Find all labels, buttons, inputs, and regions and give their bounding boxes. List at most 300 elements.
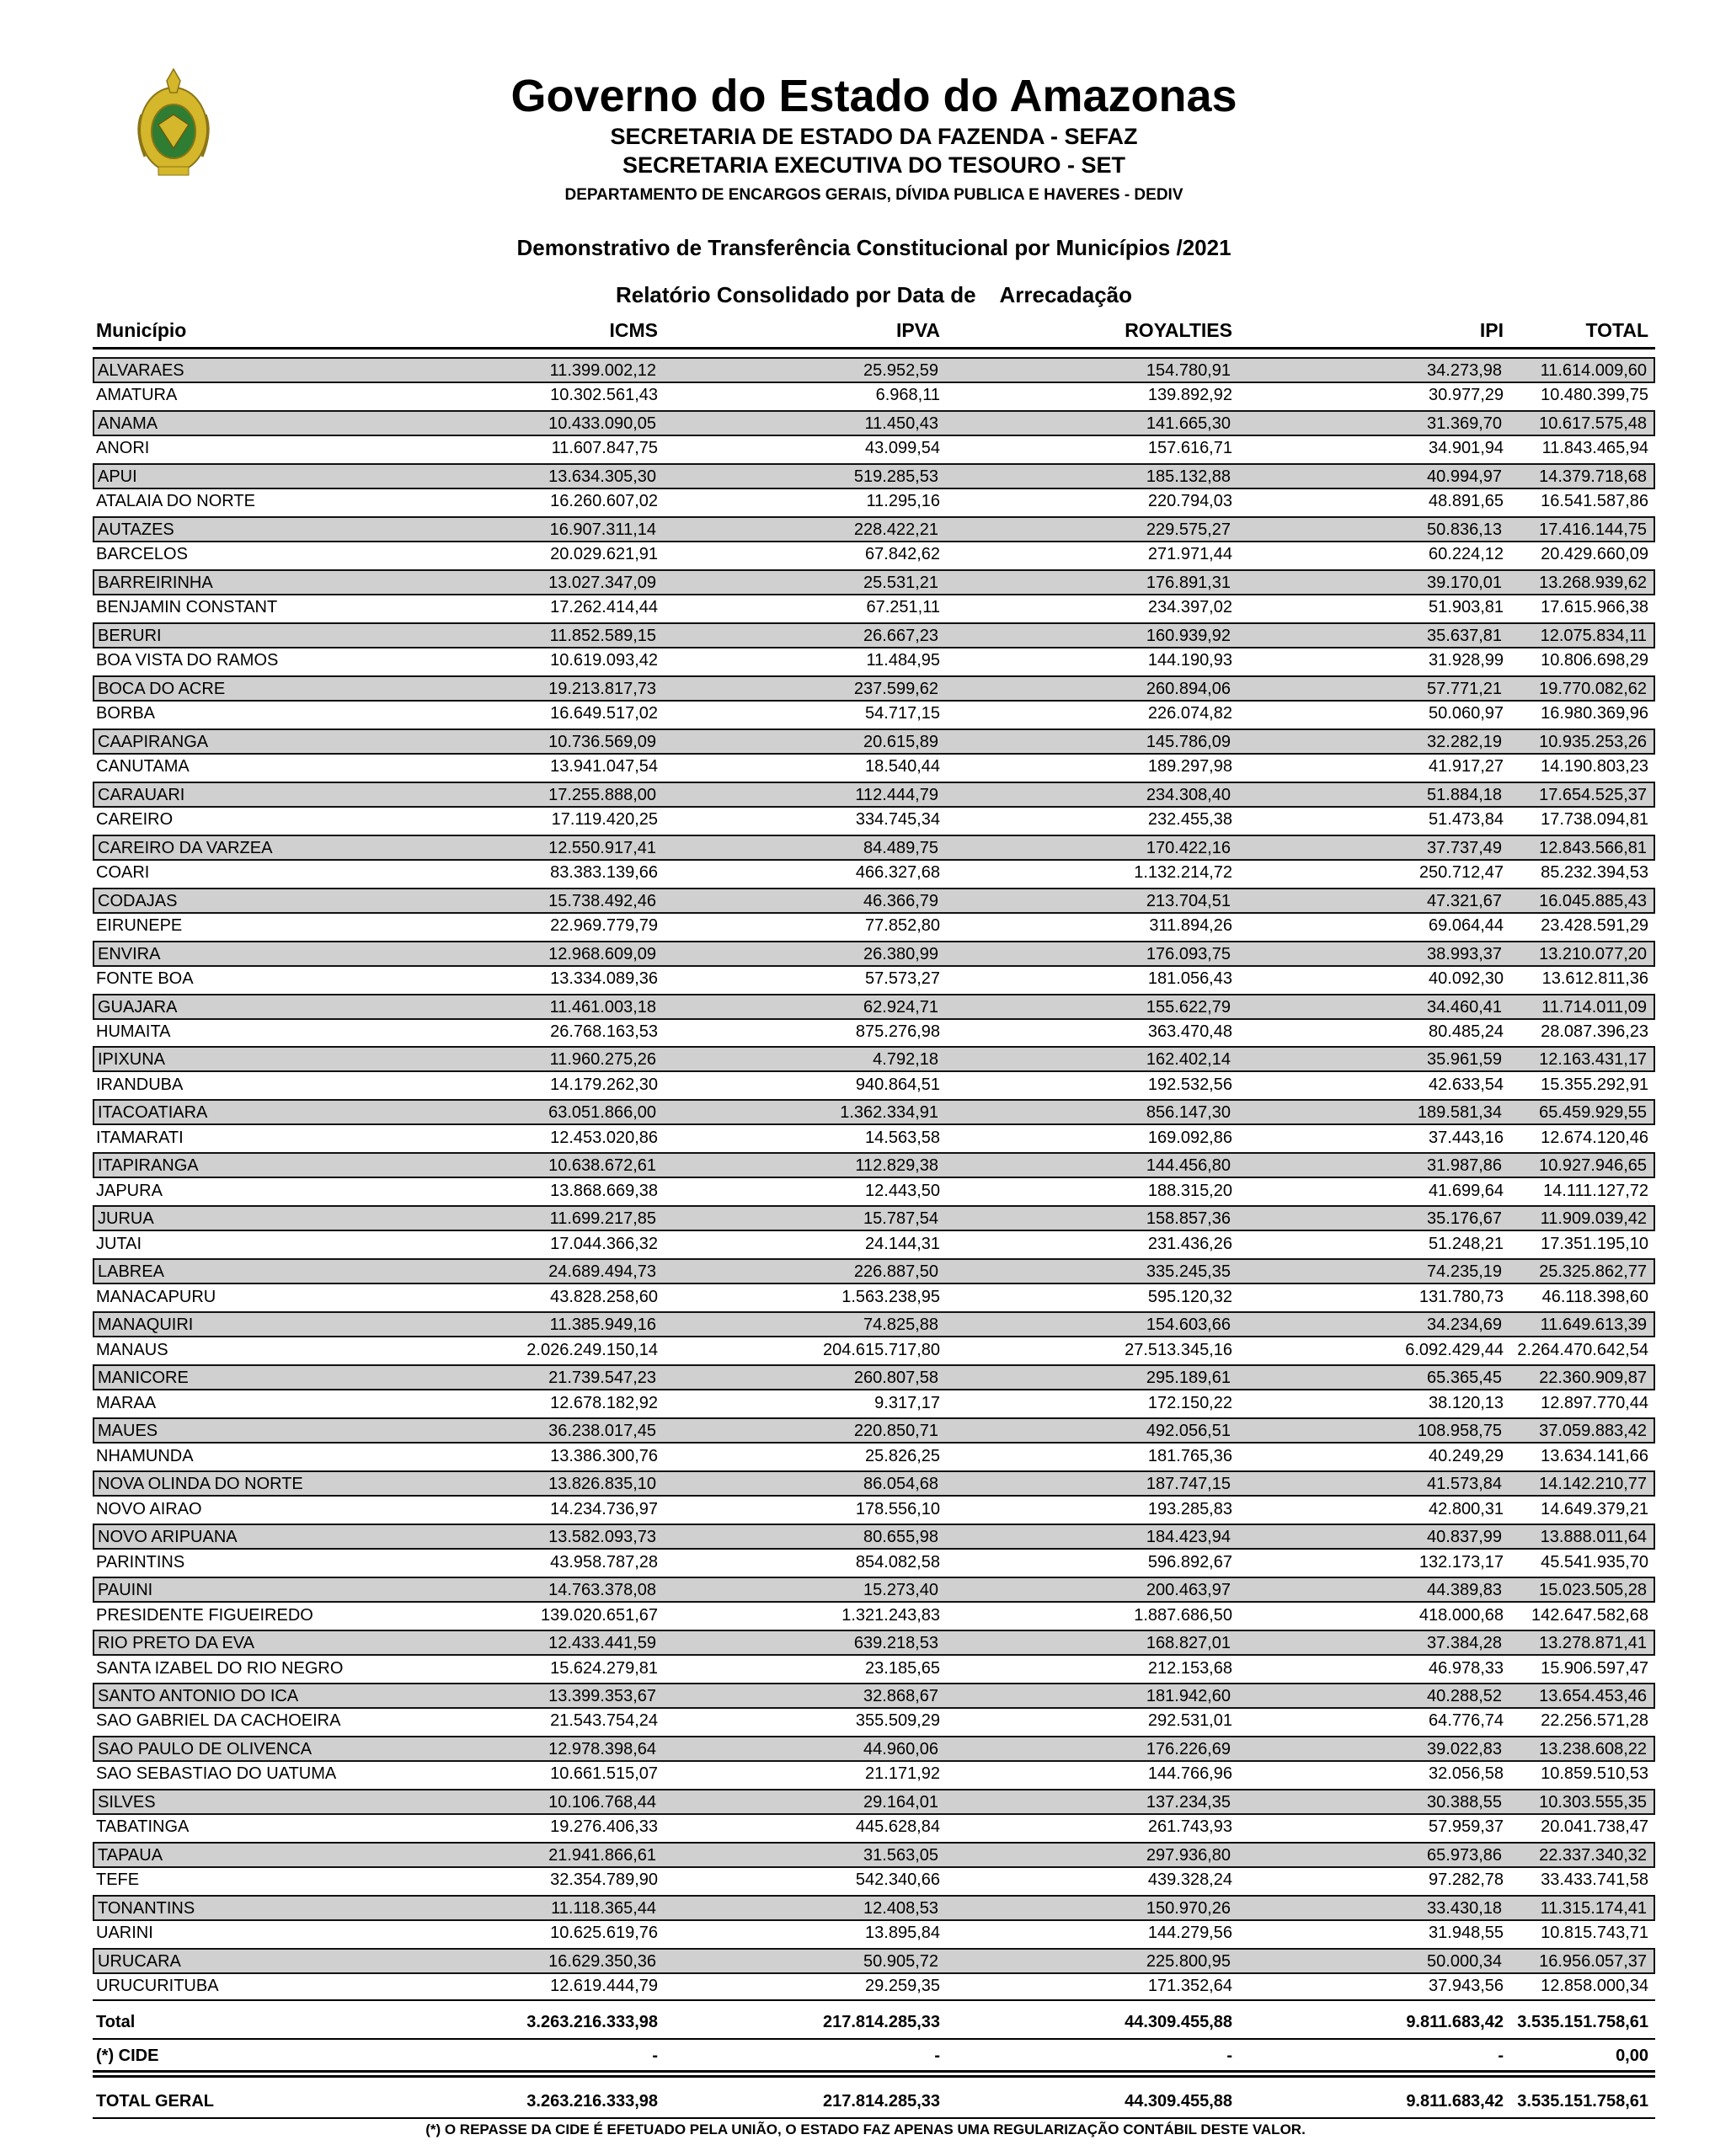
cell-ipva: 25.531,21 xyxy=(863,574,938,592)
cell-ipva: 1.563.238,95 xyxy=(841,1288,940,1306)
table-row xyxy=(93,410,1655,436)
cell-royalties: 225.800,95 xyxy=(1146,1952,1231,1971)
cell-icms: 13.941.047,54 xyxy=(550,757,658,776)
cell-icms: 13.582.093,73 xyxy=(548,1528,656,1546)
cide-label: (*) CIDE xyxy=(96,2047,159,2065)
cell-ipva: 26.380,99 xyxy=(863,945,938,963)
cell-ipva: 32.868,67 xyxy=(863,1687,938,1705)
cell-ipva: 112.444,79 xyxy=(855,786,938,804)
cell-ipi: 40.092,30 xyxy=(1429,969,1504,988)
table-row xyxy=(93,808,1655,834)
cell-municipio: HUMAITA xyxy=(96,1022,171,1041)
table-row xyxy=(93,648,1655,675)
table-row xyxy=(93,1152,1655,1178)
total-divider xyxy=(93,1999,1655,2001)
cell-ipva: 226.887,50 xyxy=(853,1262,938,1281)
cell-icms: 13.399.353,67 xyxy=(548,1687,656,1705)
cell-ipi: 132.173,17 xyxy=(1418,1553,1504,1572)
cell-ipi: 34.234,69 xyxy=(1427,1315,1502,1334)
cell-municipio: MANAUS xyxy=(96,1341,168,1359)
cell-royalties: 261.743,93 xyxy=(1147,1817,1232,1836)
cell-icms: 11.699.217,85 xyxy=(549,1209,656,1228)
cell-total: 65.459.929,55 xyxy=(1539,1103,1647,1122)
table-row xyxy=(93,994,1655,1020)
cell-ipva: 112.829,38 xyxy=(855,1156,938,1175)
cell-royalties: 172.150,22 xyxy=(1147,1394,1232,1412)
cell-icms: 13.386.300,76 xyxy=(550,1447,658,1465)
cell-royalties: 188.315,20 xyxy=(1147,1182,1232,1200)
cell-royalties: 226.074,82 xyxy=(1147,704,1232,723)
cell-icms: 16.629.350,36 xyxy=(548,1952,656,1971)
cell-municipio: JUTAI xyxy=(96,1235,142,1253)
cell-municipio: MAUES xyxy=(98,1422,158,1440)
cell-ipva: 355.509,29 xyxy=(855,1711,940,1730)
cell-royalties: 137.234,35 xyxy=(1146,1793,1231,1812)
cell-royalties: 220.794,03 xyxy=(1147,492,1232,510)
cell-ipi: 31.987,86 xyxy=(1427,1156,1502,1175)
table-row xyxy=(93,1364,1655,1390)
table-row xyxy=(93,1974,1655,2000)
cell-icms: 12.968.609,09 xyxy=(548,945,656,963)
report-title: Demonstrativo de Transferência Constitucional por Municípios /2021 xyxy=(516,235,1231,260)
column-header-ipi: IPI xyxy=(1479,319,1504,341)
cell-total: 13.210.077,20 xyxy=(1539,945,1647,963)
total-label: Total xyxy=(96,2013,136,2031)
table-row xyxy=(93,383,1655,409)
cell-royalties: 856.147,30 xyxy=(1146,1103,1231,1122)
cell-royalties: 295.189,61 xyxy=(1146,1369,1231,1387)
cell-total: 10.480.399,75 xyxy=(1541,386,1648,404)
cell-ipi: 40.837,99 xyxy=(1427,1528,1502,1546)
column-header-municipio: Município xyxy=(96,319,187,341)
cell-ipva: 15.787,54 xyxy=(863,1209,938,1228)
cell-icms: 16.649.517,02 xyxy=(550,704,658,723)
grand-total-divider-bottom xyxy=(93,2075,1655,2078)
cell-ipi: 37.737,49 xyxy=(1427,839,1502,857)
cell-ipva: 50.905,72 xyxy=(863,1952,938,1971)
cell-royalties: 212.153,68 xyxy=(1147,1659,1232,1678)
cell-total: 13.268.939,62 xyxy=(1539,574,1647,592)
total-icms: 3.263.216.333,98 xyxy=(526,2013,658,2031)
cell-municipio: COARI xyxy=(96,863,150,882)
cell-ipva: 62.924,71 xyxy=(863,998,938,1017)
cell-total: 10.859.510,53 xyxy=(1541,1764,1648,1783)
table-row xyxy=(93,1417,1655,1444)
page-title: Governo do Estado do Amazonas xyxy=(510,71,1237,121)
cell-municipio: CAREIRO DA VARZEA xyxy=(98,839,273,857)
cell-ipi: 37.384,28 xyxy=(1427,1634,1502,1652)
cell-icms: 19.213.817,73 xyxy=(548,680,656,698)
cell-icms: 11.960.275,26 xyxy=(549,1050,656,1069)
cell-icms: 22.969.779,79 xyxy=(550,916,658,935)
table-row xyxy=(93,1577,1655,1603)
table-row xyxy=(93,1789,1655,1815)
cell-ipva: 86.054,68 xyxy=(863,1475,938,1493)
cell-icms: 13.334.089,36 xyxy=(550,969,658,988)
cell-icms: 11.385.949,16 xyxy=(549,1315,656,1334)
cell-icms: 12.978.398,64 xyxy=(548,1740,656,1758)
cell-royalties: 185.132,88 xyxy=(1146,467,1231,486)
cell-royalties: 492.056,51 xyxy=(1146,1422,1231,1440)
total-ipi: 9.811.683,42 xyxy=(1406,2013,1504,2031)
cell-royalties: 162.402,14 xyxy=(1146,1050,1231,1069)
cell-ipi: 32.282,19 xyxy=(1427,733,1502,751)
cell-royalties: 187.747,15 xyxy=(1146,1475,1231,1493)
cell-icms: 12.550.917,41 xyxy=(548,839,656,857)
cell-total: 17.654.525,37 xyxy=(1539,786,1647,804)
grand-total-divider-top xyxy=(93,2070,1655,2073)
cell-royalties: 297.936,80 xyxy=(1146,1846,1231,1865)
cell-royalties: 213.704,51 xyxy=(1146,892,1231,910)
cell-icms: 12.453.020,86 xyxy=(550,1129,658,1147)
cell-municipio: RIO PRETO DA EVA xyxy=(98,1634,254,1652)
cell-municipio: JAPURA xyxy=(96,1182,163,1200)
cell-ipva: 639.218,53 xyxy=(853,1634,938,1652)
cell-ipva: 875.276,98 xyxy=(855,1022,940,1041)
cell-ipi: 31.928,99 xyxy=(1429,651,1504,670)
cide-total: 0,00 xyxy=(1616,2047,1648,2065)
cell-royalties: 158.857,36 xyxy=(1146,1209,1231,1228)
cell-royalties: 234.397,02 xyxy=(1147,598,1232,616)
cell-ipva: 260.807,58 xyxy=(853,1369,938,1387)
cell-ipi: 40.994,97 xyxy=(1427,467,1502,486)
cell-total: 22.337.340,32 xyxy=(1539,1846,1647,1865)
cell-ipi: 35.637,81 xyxy=(1427,627,1502,645)
cell-ipi: 37.443,16 xyxy=(1429,1129,1504,1147)
cell-ipva: 13.895,84 xyxy=(865,1924,940,1942)
table-row xyxy=(93,489,1655,515)
cell-icms: 11.607.847,75 xyxy=(551,439,658,457)
cell-ipi: 32.056,58 xyxy=(1429,1764,1504,1783)
cell-icms: 20.029.621,91 xyxy=(550,545,658,563)
table-row xyxy=(93,1868,1655,1894)
cell-icms: 13.868.669,38 xyxy=(550,1182,658,1200)
cell-municipio: TABATINGA xyxy=(96,1817,190,1836)
cide-row xyxy=(93,2041,1655,2072)
cell-ipi: 47.321,67 xyxy=(1427,892,1502,910)
cell-municipio: FONTE BOA xyxy=(96,969,194,988)
cell-icms: 43.958.787,28 xyxy=(550,1553,658,1572)
secretariat-name: SECRETARIA DE ESTADO DA FAZENDA - SEFAZ xyxy=(610,124,1138,149)
table-row xyxy=(93,1762,1655,1788)
cell-ipva: 6.968,11 xyxy=(875,386,940,404)
executive-secretariat-name: SECRETARIA EXECUTIVA DO TESOURO - SET xyxy=(622,152,1126,178)
cell-ipi: 50.060,97 xyxy=(1429,704,1504,723)
cell-total: 13.888.011,64 xyxy=(1540,1528,1647,1546)
cell-municipio: ENVIRA xyxy=(98,945,161,963)
cell-municipio: BARCELOS xyxy=(96,545,188,563)
cell-ipi: 38.120,13 xyxy=(1429,1394,1504,1412)
table-row xyxy=(93,1046,1655,1072)
cell-icms: 16.907.311,14 xyxy=(549,520,656,539)
cell-icms: 10.736.569,09 xyxy=(548,733,656,751)
cell-total: 17.738.094,81 xyxy=(1541,810,1648,829)
cell-icms: 21.739.547,23 xyxy=(548,1369,656,1387)
cell-municipio: MANICORE xyxy=(98,1369,189,1387)
table-row xyxy=(93,1258,1655,1284)
cell-total: 12.843.566,81 xyxy=(1539,839,1647,857)
table-row xyxy=(93,569,1655,595)
cell-royalties: 184.423,94 xyxy=(1146,1528,1231,1546)
cell-icms: 32.354.789,90 xyxy=(550,1870,658,1889)
table-row xyxy=(93,1205,1655,1231)
table-row xyxy=(93,967,1655,993)
grand-total-icms: 3.263.216.333,98 xyxy=(526,2092,658,2111)
column-header-ipva: IPVA xyxy=(896,319,940,341)
cell-ipva: 542.340,66 xyxy=(855,1870,940,1889)
cell-ipi: 51.884,18 xyxy=(1427,786,1502,804)
table-row xyxy=(93,1126,1655,1152)
cell-total: 19.770.082,62 xyxy=(1539,680,1647,698)
cell-total: 13.654.453,46 xyxy=(1539,1687,1647,1705)
table-row xyxy=(93,941,1655,967)
table-header xyxy=(93,317,1655,347)
cell-total: 37.059.883,42 xyxy=(1539,1422,1647,1440)
cell-ipva: 67.251,11 xyxy=(866,598,940,616)
cell-icms: 14.234.736,97 xyxy=(550,1500,658,1518)
cell-total: 17.416.144,75 xyxy=(1539,520,1647,539)
table-row xyxy=(93,755,1655,781)
cell-icms: 11.461.003,18 xyxy=(549,998,656,1017)
cell-icms: 10.638.672,61 xyxy=(548,1156,656,1175)
cell-ipi: 6.092.429,44 xyxy=(1405,1341,1504,1359)
cell-municipio: CANUTAMA xyxy=(96,757,190,776)
cell-royalties: 144.190,93 xyxy=(1147,651,1232,670)
cell-icms: 13.826.835,10 xyxy=(548,1475,656,1493)
cell-municipio: CAREIRO xyxy=(96,810,174,829)
cell-ipva: 29.259,35 xyxy=(865,1977,940,1995)
cell-municipio: AMATURA xyxy=(96,386,178,404)
cell-ipva: 67.842,62 xyxy=(865,545,940,563)
table-row xyxy=(93,622,1655,648)
grand-total-divider-end xyxy=(93,2117,1655,2119)
table-row xyxy=(93,702,1655,728)
cell-icms: 14.179.262,30 xyxy=(550,1075,658,1094)
cell-ipi: 41.917,27 xyxy=(1429,757,1504,776)
grand-total-royalties: 44.309.455,88 xyxy=(1125,2092,1232,2111)
cide-ipva: - xyxy=(934,2047,940,2065)
total-row xyxy=(93,2008,1655,2038)
cell-icms: 24.689.494,73 xyxy=(548,1262,656,1281)
header-divider xyxy=(93,347,1655,350)
cell-municipio: ANAMA xyxy=(98,414,158,433)
cell-municipio: BERURI xyxy=(98,627,162,645)
table-row xyxy=(93,1391,1655,1417)
table-row xyxy=(93,1630,1655,1656)
cell-municipio: UARINI xyxy=(96,1924,153,1942)
cell-royalties: 234.308,40 xyxy=(1146,786,1231,804)
cell-royalties: 260.894,06 xyxy=(1146,680,1231,698)
cell-municipio: SAO PAULO DE OLIVENCA xyxy=(98,1740,313,1758)
cell-icms: 43.828.258,60 xyxy=(550,1288,658,1306)
cell-ipva: 23.185,65 xyxy=(865,1659,940,1678)
cell-total: 16.045.885,43 xyxy=(1539,892,1647,910)
cell-total: 25.325.862,77 xyxy=(1539,1262,1647,1281)
cell-royalties: 144.456,80 xyxy=(1146,1156,1231,1175)
cell-royalties: 139.892,92 xyxy=(1147,386,1232,404)
cell-municipio: CODAJAS xyxy=(98,892,178,910)
cell-ipi: 60.224,12 xyxy=(1429,545,1504,563)
cide-royalties: - xyxy=(1226,2047,1232,2065)
cell-municipio: SAO SEBASTIAO DO UATUMA xyxy=(96,1764,337,1783)
table-row xyxy=(93,1815,1655,1841)
table-row xyxy=(93,1073,1655,1099)
cell-icms: 10.302.561,43 xyxy=(550,386,658,404)
total-ipva: 217.814.285,33 xyxy=(822,2013,940,2031)
table-row xyxy=(93,1842,1655,1868)
cell-royalties: 160.939,92 xyxy=(1146,627,1231,645)
cell-ipva: 237.599,62 xyxy=(853,680,938,698)
cell-icms: 21.543.754,24 xyxy=(550,1711,658,1730)
cell-royalties: 176.226,69 xyxy=(1146,1740,1231,1758)
cell-municipio: TAPAUA xyxy=(98,1846,163,1865)
cell-ipva: 25.952,59 xyxy=(863,361,938,380)
cell-ipi: 108.958,75 xyxy=(1417,1422,1502,1440)
cell-municipio: ITAMARATI xyxy=(96,1129,184,1147)
table-row xyxy=(93,1497,1655,1524)
cell-icms: 26.768.163,53 xyxy=(550,1022,658,1041)
cell-municipio: URUCARA xyxy=(98,1952,181,1971)
cell-icms: 11.852.589,15 xyxy=(549,627,656,645)
cell-icms: 17.119.420,25 xyxy=(551,810,658,829)
cell-royalties: 154.603,66 xyxy=(1146,1315,1231,1334)
cell-municipio: MANACAPURU xyxy=(96,1288,216,1306)
cell-royalties: 170.422,16 xyxy=(1146,839,1231,857)
cell-ipva: 18.540,44 xyxy=(865,757,940,776)
cell-icms: 139.020.651,67 xyxy=(540,1606,658,1625)
cell-royalties: 181.942,60 xyxy=(1146,1687,1231,1705)
cell-total: 17.351.195,10 xyxy=(1541,1235,1648,1253)
cell-total: 10.806.698,29 xyxy=(1541,651,1648,670)
cell-royalties: 1.887.686,50 xyxy=(1134,1606,1232,1625)
cell-ipva: 77.852,80 xyxy=(865,916,940,935)
cell-ipva: 20.615,89 xyxy=(863,733,938,751)
cell-ipi: 65.365,45 xyxy=(1427,1369,1502,1387)
cell-icms: 2.026.249.150,14 xyxy=(526,1341,658,1359)
cell-royalties: 171.352,64 xyxy=(1147,1977,1232,1995)
cell-ipva: 220.850,71 xyxy=(853,1422,938,1440)
cell-ipi: 44.389,83 xyxy=(1427,1581,1502,1599)
cell-total: 142.647.582,68 xyxy=(1531,1606,1648,1625)
total-total: 3.535.151.758,61 xyxy=(1517,2013,1648,2031)
table-row xyxy=(93,1921,1655,1947)
table-row xyxy=(93,1099,1655,1125)
table-row xyxy=(93,1948,1655,1974)
cell-royalties: 229.575,27 xyxy=(1146,520,1231,539)
cell-municipio: APUI xyxy=(98,467,137,486)
cell-royalties: 192.532,56 xyxy=(1147,1075,1232,1094)
cell-royalties: 200.463,97 xyxy=(1146,1581,1231,1599)
cell-ipva: 519.285,53 xyxy=(853,467,938,486)
cell-municipio: MARAA xyxy=(96,1394,157,1412)
cell-ipi: 48.891,65 xyxy=(1429,492,1504,510)
cell-royalties: 292.531,01 xyxy=(1147,1711,1232,1730)
cell-municipio: SANTA IZABEL DO RIO NEGRO xyxy=(96,1659,344,1678)
cell-ipi: 35.176,67 xyxy=(1427,1209,1502,1228)
table-row xyxy=(93,914,1655,940)
cell-ipva: 4.792,18 xyxy=(873,1050,938,1069)
cell-municipio: JURUA xyxy=(98,1209,154,1228)
cell-total: 12.163.431,17 xyxy=(1539,1050,1647,1069)
cell-ipva: 854.082,58 xyxy=(855,1553,940,1572)
table-row xyxy=(93,357,1655,383)
table-row xyxy=(93,436,1655,462)
cell-ipva: 204.615.717,80 xyxy=(822,1341,940,1359)
cell-ipi: 35.961,59 xyxy=(1427,1050,1502,1069)
cell-ipva: 1.321.243,83 xyxy=(841,1606,940,1625)
cell-ipva: 12.408,53 xyxy=(863,1899,938,1918)
cell-ipi: 39.022,83 xyxy=(1427,1740,1502,1758)
cell-total: 12.674.120,46 xyxy=(1541,1129,1648,1147)
cell-total: 10.935.253,26 xyxy=(1539,733,1647,751)
cell-ipi: 33.430,18 xyxy=(1427,1899,1502,1918)
cell-royalties: 595.120,32 xyxy=(1147,1288,1232,1306)
cell-icms: 36.238.017,45 xyxy=(548,1422,656,1440)
cell-icms: 12.433.441,59 xyxy=(548,1634,656,1652)
cell-ipi: 64.776,74 xyxy=(1429,1711,1504,1730)
cell-total: 10.617.575,48 xyxy=(1539,414,1647,433)
cell-municipio: BARREIRINHA xyxy=(98,574,213,592)
cell-municipio: CARAUARI xyxy=(98,786,185,804)
cell-municipio: NOVA OLINDA DO NORTE xyxy=(98,1475,303,1493)
cell-ipi: 57.771,21 xyxy=(1427,680,1502,698)
table-row xyxy=(93,1338,1655,1364)
cell-total: 33.433.741,58 xyxy=(1541,1870,1648,1889)
table-row xyxy=(93,1683,1655,1709)
cell-icms: 10.106.768,44 xyxy=(548,1793,656,1812)
cell-municipio: PRESIDENTE FIGUEIREDO xyxy=(96,1606,313,1625)
table-row xyxy=(93,1444,1655,1470)
cell-icms: 14.763.378,08 xyxy=(548,1581,656,1599)
cell-icms: 15.738.492,46 xyxy=(548,892,656,910)
cell-icms: 10.625.619,76 xyxy=(550,1924,658,1942)
cell-total: 22.360.909,87 xyxy=(1539,1369,1647,1387)
cell-ipva: 11.450,43 xyxy=(864,414,938,433)
cell-ipva: 11.295,16 xyxy=(866,492,940,510)
cell-total: 15.355.292,91 xyxy=(1541,1075,1648,1094)
table-row xyxy=(93,835,1655,861)
cell-total: 16.980.369,96 xyxy=(1541,704,1648,723)
cell-total: 28.087.396,23 xyxy=(1541,1022,1648,1041)
cide-divider xyxy=(93,2038,1655,2040)
cell-royalties: 176.891,31 xyxy=(1146,574,1231,592)
cell-icms: 17.255.888,00 xyxy=(548,786,656,804)
cell-ipva: 29.164,01 xyxy=(863,1793,938,1812)
cell-icms: 83.383.139,66 xyxy=(550,863,658,882)
cell-royalties: 363.470,48 xyxy=(1147,1022,1232,1041)
cell-icms: 10.433.090,05 xyxy=(548,414,656,433)
cell-icms: 17.262.414,44 xyxy=(550,598,658,616)
grand-total-ipva: 217.814.285,33 xyxy=(822,2092,940,2111)
cell-ipi: 40.249,29 xyxy=(1429,1447,1504,1465)
table-row xyxy=(93,1709,1655,1735)
table-row xyxy=(93,1232,1655,1258)
cell-municipio: TONANTINS xyxy=(98,1899,195,1918)
cell-ipi: 31.369,70 xyxy=(1427,414,1502,433)
table-row xyxy=(93,782,1655,808)
cell-royalties: 181.765,36 xyxy=(1147,1447,1232,1465)
cell-royalties: 168.827,01 xyxy=(1146,1634,1231,1652)
cell-total: 14.379.718,68 xyxy=(1539,467,1647,486)
cell-municipio: PAUINI xyxy=(98,1581,153,1599)
table-row xyxy=(93,1604,1655,1630)
cell-total: 45.541.935,70 xyxy=(1541,1553,1648,1572)
cell-icms: 10.619.093,42 xyxy=(550,651,658,670)
cell-royalties: 311.894,26 xyxy=(1149,916,1232,935)
cell-royalties: 169.092,86 xyxy=(1147,1129,1232,1147)
table-row xyxy=(93,1470,1655,1497)
cell-ipi: 31.948,55 xyxy=(1429,1924,1504,1942)
